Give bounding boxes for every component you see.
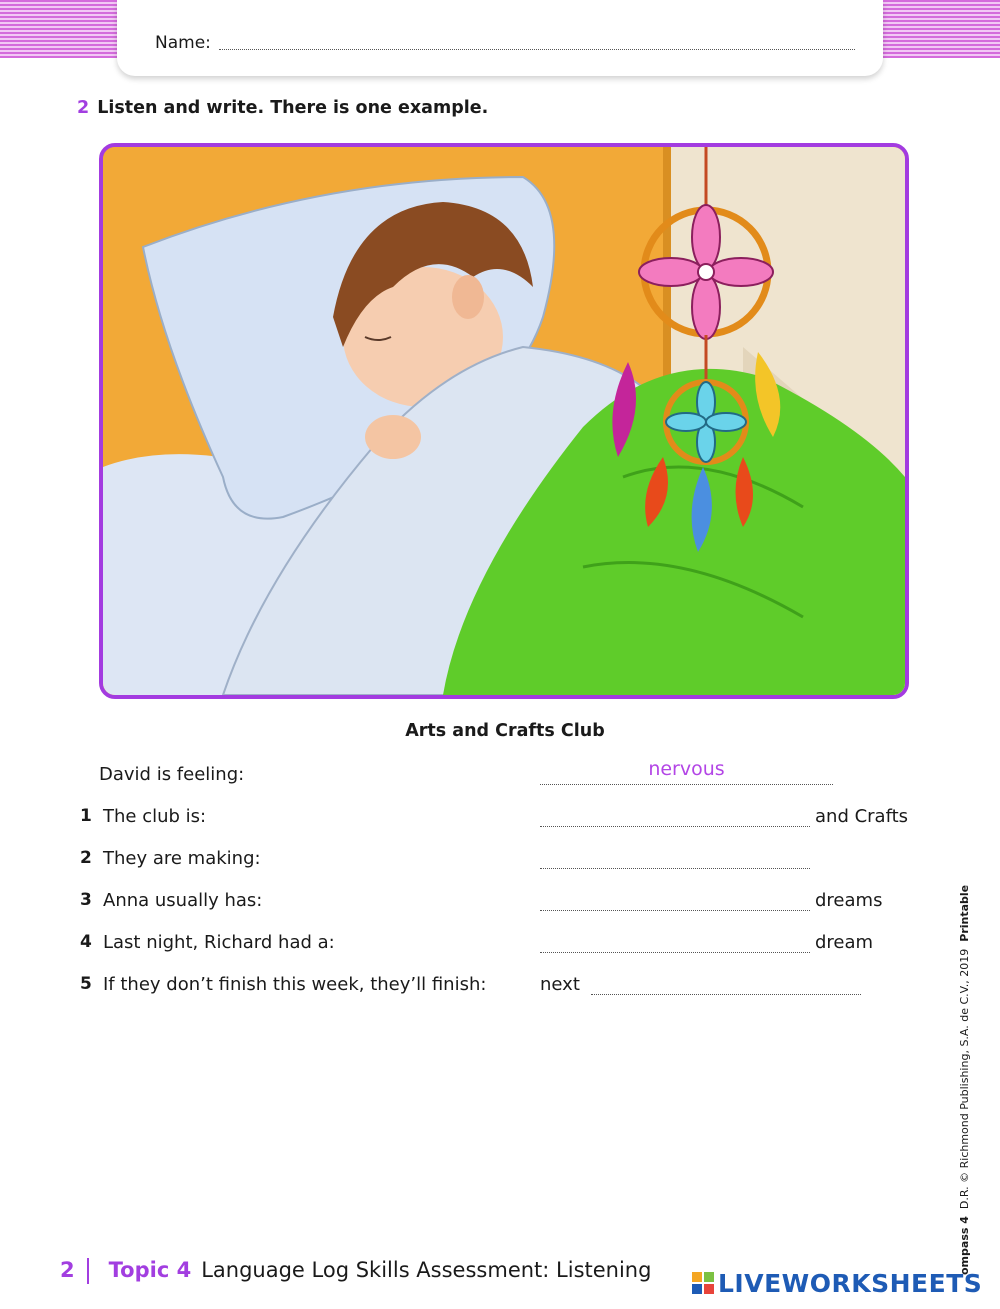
name-box [117,0,883,76]
footer-title: Language Log Skills Assessment: Listening [201,1258,652,1282]
page-footer [60,1258,651,1284]
answer-suffix: dreams [815,890,883,911]
question-number: 1 [80,806,92,826]
question-prompt: If they don’t finish this week, they’ll finish: [103,974,487,995]
question-row [0,971,1000,1001]
question-number: 3 [80,890,92,910]
copyright-credit [958,885,971,1275]
liveworksheets-logo[interactable] [692,1269,982,1297]
page-number: 2 [60,1258,75,1282]
answer-prefix: next [540,974,580,995]
example-answer: nervous [648,758,725,780]
club-title: Arts and Crafts Club [405,721,605,741]
exercise-instruction [77,98,488,118]
instruction-text: Listen and write. There is one example. [97,98,489,118]
question-number: 2 [80,848,92,868]
logo-text: LIVEWORKSHEETS [718,1268,983,1298]
question-prompt: They are making: [103,848,261,869]
question-prompt: The club is: [103,806,207,827]
illustration-svg [103,147,905,695]
answer-suffix: and Crafts [815,806,909,827]
topic-label: Topic 4 [108,1258,192,1282]
question-number: 5 [80,974,92,994]
example-row [0,758,1000,791]
logo-cubes-icon [692,1272,714,1294]
question-number: 4 [80,932,92,952]
footer-divider [87,1258,89,1284]
name-label: Name: [155,33,211,53]
question-prompt: Last night, Richard had a: [103,932,335,953]
example-answer-line [540,784,833,785]
credit-text: D.R. © Richmond Publishing, S.A. de C.V., 2019 [958,948,971,1210]
answer-input-line[interactable] [540,826,810,827]
answer-input-line[interactable] [540,952,810,953]
name-input-line[interactable] [219,49,855,50]
credit-printable: Printable [958,884,971,942]
credit-book: ompass 4 [958,1216,971,1275]
question-row [0,803,1000,833]
sleeping-boy-illustration [99,143,909,699]
answer-input-line[interactable] [591,994,861,995]
question-row [0,929,1000,959]
example-prompt: David is feeling: [99,764,245,785]
exercise-number: 2 [77,98,90,118]
question-prompt: Anna usually has: [103,890,263,911]
answer-suffix: dream [815,932,874,953]
answer-input-line[interactable] [540,910,810,911]
question-row [0,887,1000,917]
answer-input-line[interactable] [540,868,810,869]
question-row [0,845,1000,875]
